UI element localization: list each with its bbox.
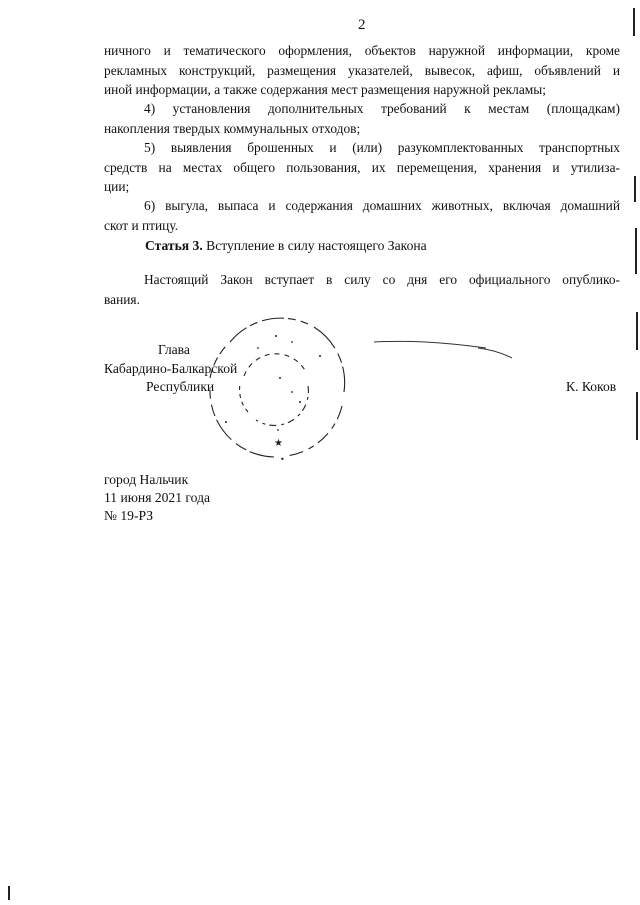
official-seal — [196, 312, 356, 462]
text-line: Настоящий Закон вступает в силу со дня его официального опублико- — [144, 272, 620, 287]
svg-text:★: ★ — [274, 438, 283, 449]
article-heading — [145, 238, 427, 254]
article-number: Статья 3. — [145, 238, 203, 253]
text-line: вания. — [104, 291, 140, 307]
handwritten-signature — [372, 332, 522, 362]
text-line: накопления твердых коммунальных отходов; — [104, 120, 361, 136]
text-line: рекламных конструкций, размещения указателей, вывесок, афиш, объявлений и — [104, 62, 620, 78]
svg-text:•: • — [280, 455, 285, 462]
list-continuation — [104, 41, 620, 100]
signature-position-line-3: Республики — [146, 379, 215, 394]
text-line: ции; — [104, 179, 130, 194]
law-number: № 19-РЗ — [104, 508, 154, 523]
scan-edge-mark — [636, 312, 638, 350]
scan-edge-mark — [634, 176, 636, 202]
date: 11 июня 2021 года — [104, 490, 211, 505]
scan-edge-mark — [633, 8, 635, 36]
list-item-4 — [104, 99, 620, 138]
text-line: средств на местах общего пользования, их перемещения, хранения и утилиза- — [104, 159, 620, 175]
signature-position-line-2: Кабардино-Балкарской — [104, 361, 238, 376]
list-item-5 — [104, 138, 620, 197]
article-title: Вступление в силу настоящего Закона — [202, 238, 427, 253]
text-line: 5) выявления брошенных и (или) разукомплектованных транспортных — [144, 140, 620, 155]
article-text — [104, 270, 620, 309]
list-item-6 — [104, 196, 620, 235]
text-line: 6) выгула, выпаса и содержания домашних животных, включая домашний — [144, 198, 620, 213]
scan-edge-mark — [636, 392, 638, 440]
signature-position-line-1: Глава — [158, 342, 190, 357]
text-line: ничного и тематического оформления, объектов наружной информации, кроме — [104, 43, 620, 58]
city: город Нальчик — [104, 472, 189, 487]
text-line: иной информации, а также содержания мест размещения наружной рекламы; — [104, 82, 546, 97]
signatory-name: К. Коков — [566, 379, 617, 394]
scan-edge-mark — [8, 886, 10, 900]
text-line: скот и птицу. — [104, 217, 179, 233]
page-number: 2 — [358, 17, 366, 33]
scan-edge-mark — [635, 228, 637, 274]
text-line: 4) установления дополнительных требований к местам (площадкам) — [144, 101, 620, 116]
